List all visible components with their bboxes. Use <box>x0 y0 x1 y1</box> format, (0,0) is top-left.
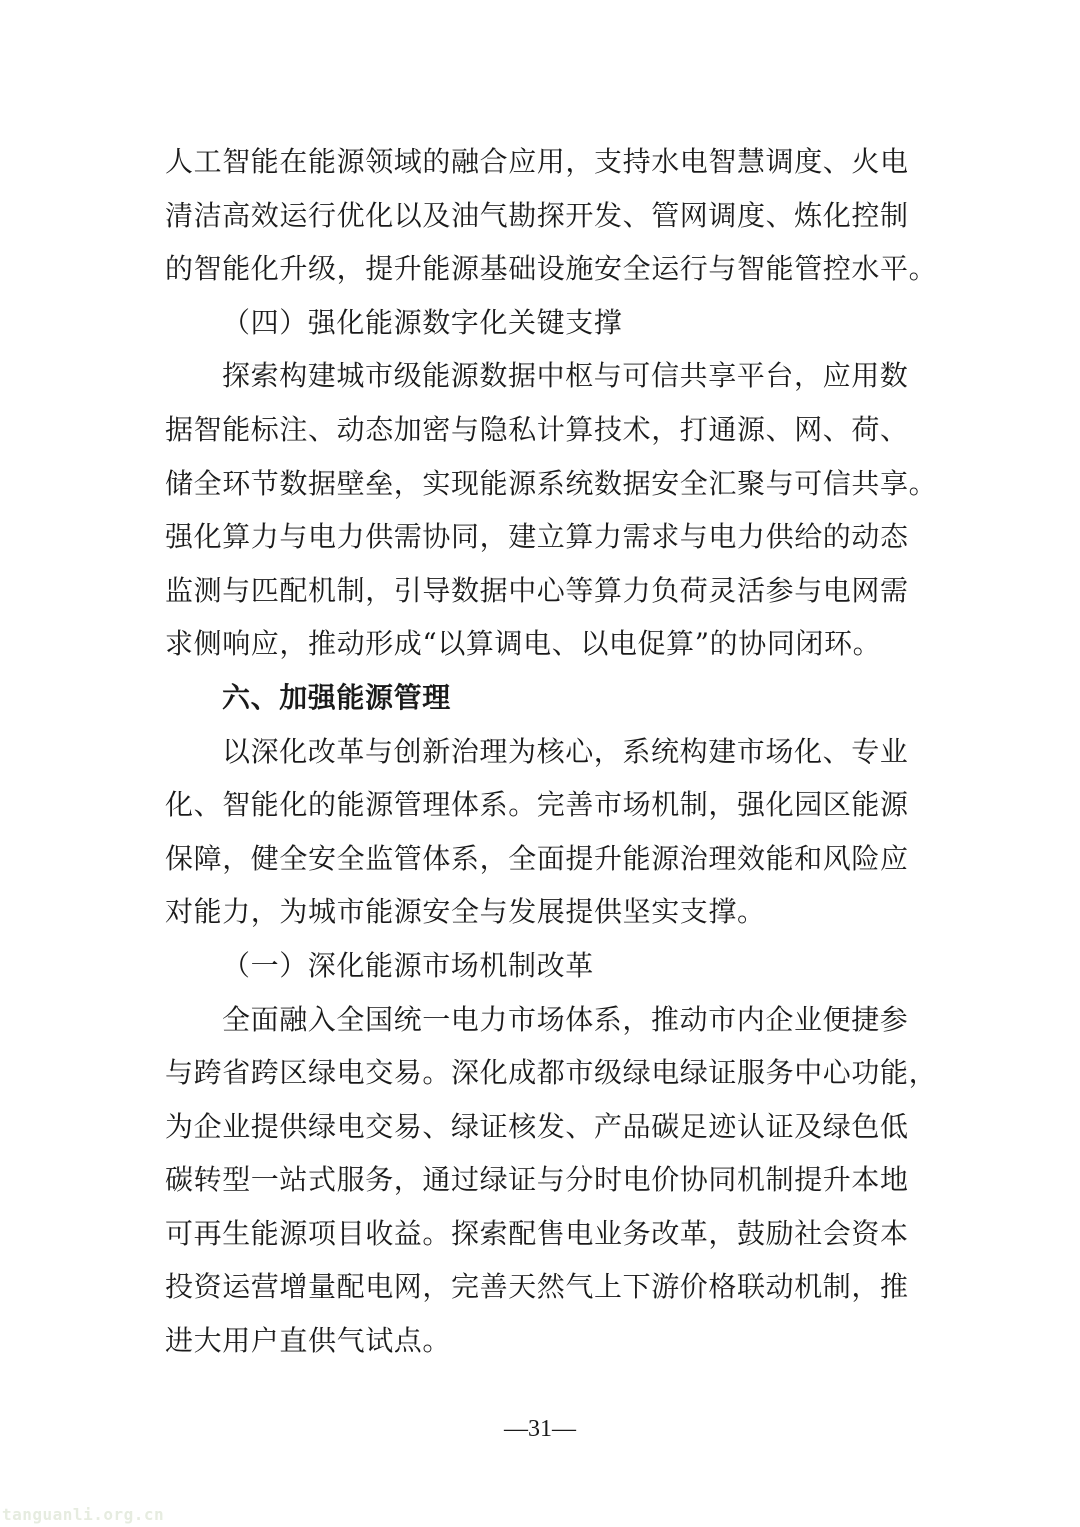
page-content <box>165 135 938 1368</box>
body-line: 与跨省跨区绿电交易。深化成都市级绿电绿证服务中心功能， <box>165 1056 938 1090</box>
body-line: 对能力，为城市能源安全与发展提供坚实支撑。 <box>165 895 766 929</box>
body-line: 投资运营增量配电网，完善天然气上下游价格联动机制，推 <box>165 1270 909 1304</box>
body-line: 全面融入全国统一电力市场体系，推动市内企业便捷参 <box>222 1002 909 1036</box>
body-line: 监测与匹配机制，引导数据中心等算力负荷灵活参与电网需 <box>165 573 909 607</box>
body-line: 清洁高效运行优化以及油气勘探开发、管网调度、炼化控制 <box>165 198 909 232</box>
subheading-1: （一）深化能源市场机制改革 <box>222 948 594 982</box>
body-line: 探索构建城市级能源数据中枢与可信共享平台，应用数 <box>222 359 909 393</box>
body-line: 以深化改革与创新治理为核心，系统构建市场化、专业 <box>222 734 909 768</box>
body-line: 人工智能在能源领域的融合应用，支持水电智慧调度、火电 <box>165 145 909 178</box>
body-line: 为企业提供绿电交易、绿证核发、产品碳足迹认证及绿色低 <box>165 1109 909 1143</box>
body-line: 强化算力与电力供需协同，建立算力需求与电力供给的动态 <box>165 520 909 554</box>
body-line: 可再生能源项目收益。探索配售电业务改革，鼓励社会资本 <box>165 1216 909 1250</box>
body-line: 保障，健全安全监管体系，全面提升能源治理效能和风险应 <box>165 841 909 875</box>
page-number: —31— <box>504 1416 576 1442</box>
watermark: tanguanli.org.cn <box>2 1505 165 1524</box>
body-line: 进大用户直供气试点。 <box>165 1324 452 1358</box>
section-heading-6: 六、加强能源管理 <box>222 680 451 714</box>
subheading-4: （四）强化能源数字化关键支撑 <box>222 305 623 339</box>
body-line: 储全环节数据壁垒，实现能源系统数据安全汇聚与可信共享。 <box>165 466 938 500</box>
body-line: 据智能标注、动态加密与隐私计算技术，打通源、网、荷、 <box>165 412 909 446</box>
body-line: 的智能化升级，提升能源基础设施安全运行与智能管控水平。 <box>165 252 938 286</box>
body-line: 化、智能化的能源管理体系。完善市场机制，强化园区能源 <box>165 788 909 822</box>
body-line: 求侧响应，推动形成“以算调电、以电促算”的协同闭环。 <box>165 627 882 661</box>
body-line: 碳转型一站式服务，通过绿证与分时电价协同机制提升本地 <box>165 1163 909 1197</box>
